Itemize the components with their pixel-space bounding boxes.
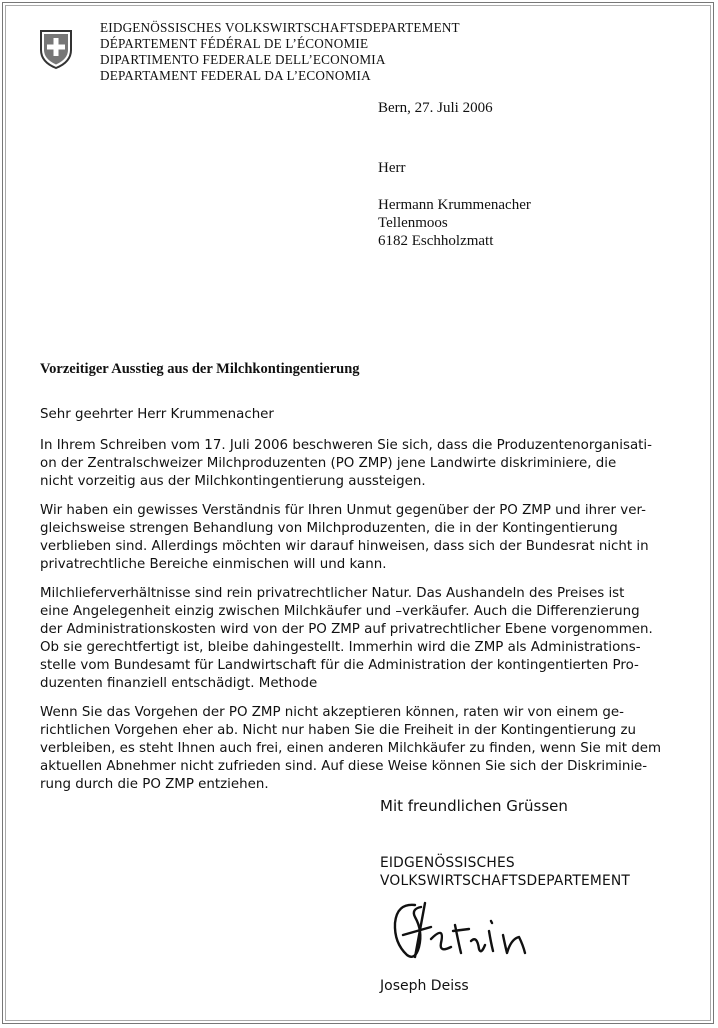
letterhead-line-rm: DEPARTAMENT FEDERAL DA L’ECONOMIA [100,68,371,83]
letterhead-line-fr: DÉPARTEMENT FÉDÉRAL DE L’ÉCONOMIE [100,36,369,51]
greeting: Sehr geehrter Herr Krummenacher [40,407,274,422]
letterhead-line-de: EIDGENÖSSISCHES VOLKSWIRTSCHAFTSDEPARTEMENT [100,20,460,35]
recipient-salutation: Herr [378,160,406,176]
signer-name: Joseph Deiss [380,978,469,994]
paragraph-1: In Ihrem Schreiben vom 17. Juli 2006 beschweren Sie sich, dass die Produzentenorganisati- on der Zentralschweizer Milchproduzenten (PO ZMP) jene Landwirte diskriminiere, die nicht vorzeitig aus der Milchkontingentierung aussteigen. [40,438,652,489]
closing-phrase: Mit freundlichen Grüssen [380,797,568,815]
swiss-cross-shield-icon [38,28,74,70]
paragraph-4: Wenn Sie das Vorgehen der PO ZMP nicht akzeptieren können, raten wir von einem ge- richtlichen Vorgehen eher ab. Nicht nur haben Sie die Freiheit in der Kontingentierung zu verbleiben, es steht Ihnen auch frei, einen anderen Milchkäufer zu finden, wenn Sie mit dem aktuellen Abnehmer nicht zufrieden sind. Auf diese Weise können Sie sich der Diskriminie- rung durch die PO ZMP entziehen. [40,705,662,792]
recipient-city: 6182 Eschholzmatt [378,233,494,249]
paragraph-3: Milchlieferverhältnisse sind rein privatrechtlicher Natur. Das Aushandeln des Preises ist eine Angelegenheit einzig zwischen Milchkäufer und –verkäufer. Auch die Differenzierung der Administrationskosten wird von der PO ZMP auf privatrechtlicher Ebene vorgenommen. Ob sie gerechtfertigt ist, bleibe dahingestellt. Immerhin wird die ZMP als Administrations- stelle vom Bundesamt für Landwirtschaft für die Administration der kontingentierten Pro- duzenten finanziell entschädigt. Methode [40,586,653,691]
sender-department-line-2: VOLKSWIRTSCHAFTSDEPARTEMENT [380,873,631,889]
letterhead-line-it: DIPARTIMENTO FEDERALE DELL’ECONOMIA [100,52,386,67]
letter-date: Bern, 27. Juli 2006 [378,100,493,116]
handwritten-signature [385,895,545,965]
recipient-name: Hermann Krummenacher [378,197,531,213]
recipient-street: Tellenmoos [378,215,448,231]
recipient-address [378,159,531,250]
sender-department [380,854,630,890]
letter-subject: Vorzeitiger Ausstieg aus der Milchkontingentierung [40,361,360,377]
letterhead [100,20,460,84]
sender-department-line-1: EIDGENÖSSISCHES [380,855,515,871]
paragraph-2: Wir haben ein gewisses Verständnis für Ihren Unmut gegenüber der PO ZMP und ihrer ver- gleichsweise strengen Behandlung von Milchproduzenten, die in der Kontingentierung verblieben sind. Allerdings möchten wir darauf hinweisen, dass sich der Bundesrat nicht in privatrechtliche Bereiche einmischen will und kann. [40,503,649,572]
letter-body [40,406,665,805]
